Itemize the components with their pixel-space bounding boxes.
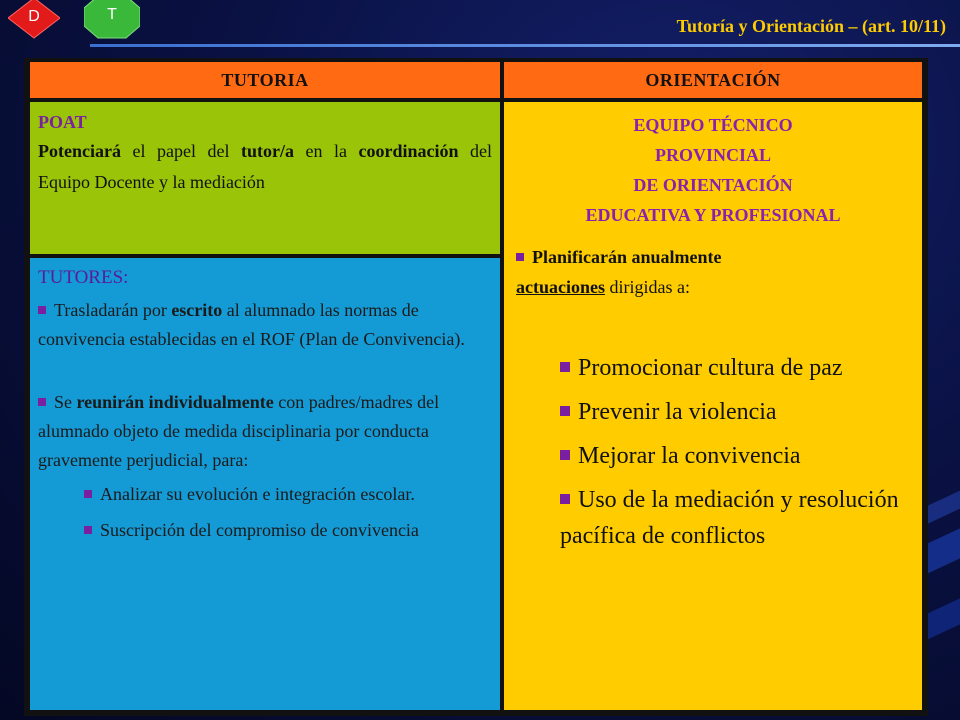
orientacion-item-1-text: Promocionar cultura de paz: [578, 355, 843, 381]
tutores-item-1-a: Trasladarán por: [54, 300, 172, 320]
orientacion-lead-c: dirigidas a:: [605, 277, 690, 297]
bullet-icon: [38, 306, 46, 314]
header-orientacion: ORIENTACIÓN: [504, 62, 922, 98]
bullet-icon: [38, 398, 46, 406]
orientacion-item-1: [516, 350, 910, 386]
poat-word-potenciara: Potenciará: [38, 141, 121, 161]
bullet-icon: [84, 490, 92, 498]
tutores-item-2-a: Se: [54, 392, 77, 412]
poat-title: POAT: [38, 112, 87, 132]
tutores-title: TUTORES:: [38, 267, 129, 288]
tutores-subitem-1: [38, 479, 492, 509]
orientacion-item-4: [516, 482, 910, 554]
bullet-icon: [560, 362, 570, 372]
orientacion-item-3-text: Mejorar la convivencia: [578, 443, 801, 469]
poat-text-2: en la: [293, 141, 359, 161]
tutores-item-2-c: con padres/madres del alumnado objeto de medida disciplinaria por conducta gravemente perjudicial, para:: [38, 392, 440, 470]
orientacion-lead: [516, 242, 910, 302]
orientacion-item-4-text: Uso de la mediación y resolución pacífica de conflictos: [560, 487, 899, 549]
orientacion-cell: [504, 102, 922, 710]
orientacion-title-line-3: DE ORIENTACIÓN: [633, 175, 793, 195]
tutores-item-2-b: reunirán individualmente: [76, 392, 274, 412]
orientacion-title-line-4: EDUCATIVA Y PROFESIONAL: [585, 205, 841, 225]
bullet-icon: [560, 494, 570, 504]
nav-tab-t[interactable]: [84, 0, 140, 40]
nav-tab-d-label: D: [28, 8, 40, 25]
orientacion-lead-a: Planificarán anualmente: [532, 247, 722, 267]
header-divider: [90, 44, 960, 47]
orientacion-title: [516, 110, 910, 230]
bullet-icon: [516, 253, 524, 261]
tutores-cell: [30, 258, 500, 710]
bullet-icon: [560, 450, 570, 460]
tutores-subitem-1-text: Analizar su evolución e integración escolar.: [100, 484, 415, 504]
poat-text: [38, 136, 492, 198]
comparison-table: [24, 58, 928, 716]
tutores-subitem-2: [38, 515, 492, 545]
poat-cell: [30, 102, 500, 254]
orientacion-item-2-text: Prevenir la violencia: [578, 399, 777, 425]
orientacion-title-line-2: PROVINCIAL: [654, 145, 771, 165]
poat-text-1: el papel del: [120, 141, 241, 161]
tutores-item-2: [38, 388, 492, 475]
poat-word-tutor: tutor/a: [240, 141, 294, 161]
tutores-item-1: [38, 296, 492, 354]
orientacion-item-3: [516, 438, 910, 474]
tutores-item-1-c: al alumnado las normas de convivencia establecidas en el ROF (Plan de Convivencia).: [38, 300, 465, 349]
header-tutoria: TUTORIA: [30, 62, 500, 98]
tutores-subitem-2-text: Suscripción del compromiso de convivencia: [100, 520, 419, 540]
nav-tab-d[interactable]: [8, 0, 60, 42]
page-title: Tutoría y Orientación – (art. 10/11): [676, 16, 946, 36]
poat-text-3: del Equipo Docente y la mediación: [38, 141, 492, 192]
orientacion-item-2: [516, 394, 910, 430]
bullet-icon: [560, 406, 570, 416]
poat-word-coordinacion: coordinación: [358, 141, 459, 161]
tutores-item-1-b: escrito: [171, 300, 223, 320]
nav-tab-t-label: T: [107, 6, 117, 23]
orientacion-lead-b: actuaciones: [516, 277, 605, 297]
orientacion-title-line-1: EQUIPO TÉCNICO: [633, 115, 793, 135]
bullet-icon: [84, 526, 92, 534]
